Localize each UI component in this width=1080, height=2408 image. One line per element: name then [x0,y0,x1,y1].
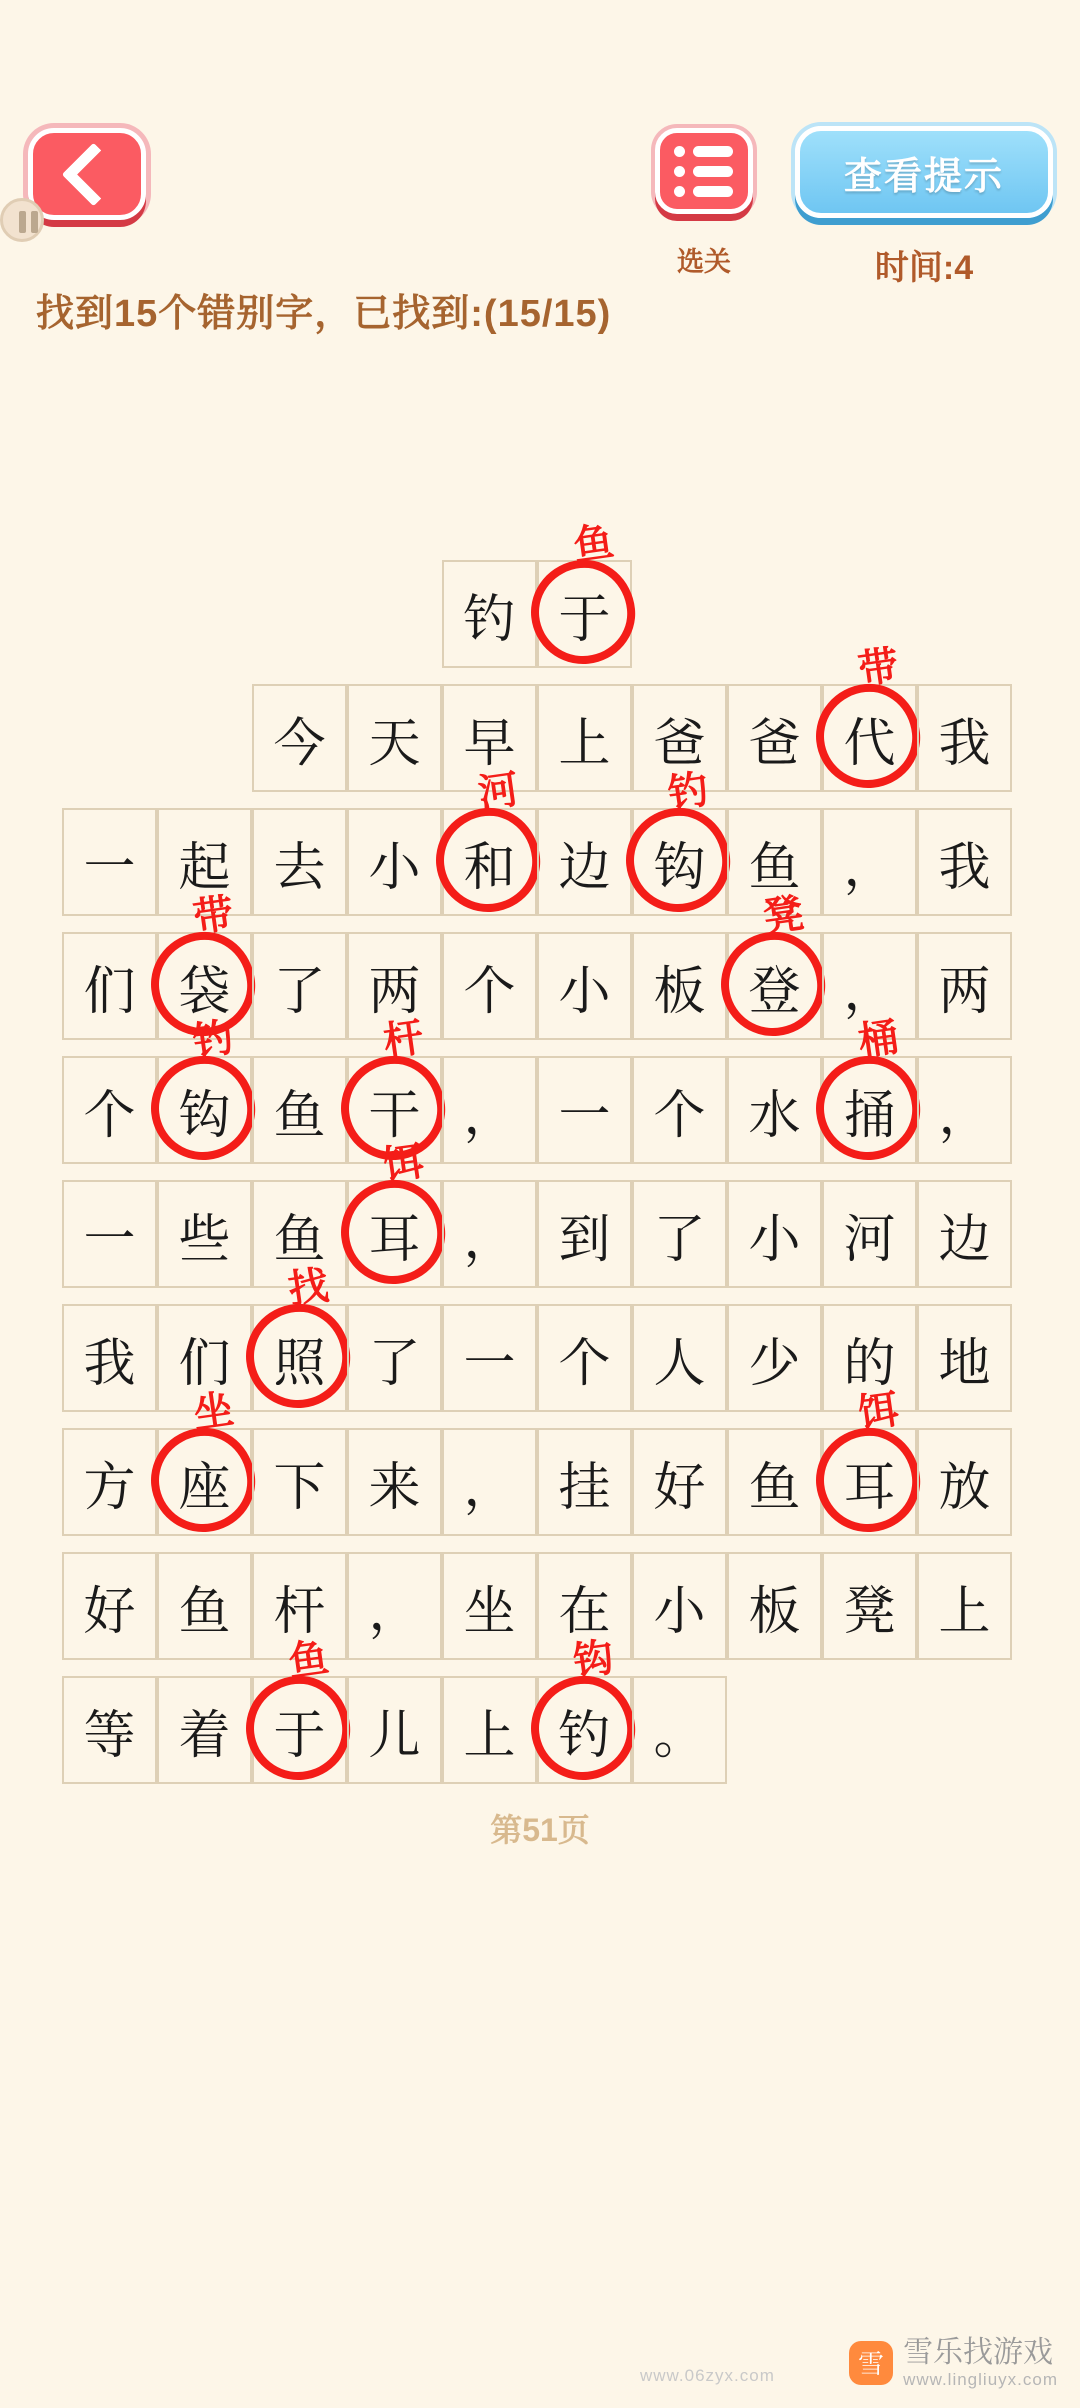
grid-cell [62,684,157,792]
grid-cell-char: 坐 [463,1581,516,1642]
chevron-left-icon [61,142,125,206]
grid-cell [917,560,1012,668]
level-select-label: 选关 [677,247,731,277]
grid-cell[interactable] [917,1056,1012,1164]
grid-cell [62,560,157,668]
character-grid [62,518,1012,1800]
grid-cell-char: ， [938,1085,991,1146]
grid-cell-char: 边 [938,1209,991,1270]
correction-annotation: 桶 [854,1014,901,1066]
menu-dot-icon [674,186,685,197]
grid-cell[interactable] [537,684,632,792]
grid-cell-char: ， [843,961,896,1022]
grid-cell[interactable] [442,1180,537,1288]
grid-cell-char: 爸 [653,713,706,774]
correction-annotation: 河 [474,766,521,818]
grid-cell-marked[interactable] [537,518,632,668]
grid-cell-marked[interactable] [822,1386,917,1536]
grid-cell[interactable] [727,1056,822,1164]
grid-row [62,1014,1012,1164]
correction-annotation: 饵 [854,1386,901,1438]
grid-cell[interactable] [917,684,1012,792]
grid-cell[interactable] [252,684,347,792]
grid-cell-char: 板 [748,1581,801,1642]
grid-cell-marked[interactable] [822,642,917,792]
grid-cell-char: 边 [558,837,611,898]
grid-cell-marked[interactable] [537,1634,632,1784]
grid-cell [632,560,727,668]
grid-cell[interactable] [62,808,157,916]
grid-cell [917,1676,1012,1784]
grid-cell[interactable] [727,684,822,792]
grid-cell-char: 一 [558,1085,611,1146]
grid-cell[interactable] [252,1428,347,1536]
grid-cell[interactable] [537,1304,632,1412]
grid-cell-char: 个 [83,1085,136,1146]
grid-cell[interactable] [442,1428,537,1536]
grid-cell-char: 小 [368,837,421,898]
menu-dot-icon [674,146,685,157]
grid-cell[interactable] [917,1552,1012,1660]
grid-cell-char: 起 [178,837,231,898]
grid-cell[interactable] [632,1676,727,1784]
grid-cell-char: 些 [178,1209,231,1270]
grid-cell-char: 代 [843,713,896,774]
grid-cell-char: 爸 [748,713,801,774]
grid-cell[interactable] [632,932,727,1040]
grid-cell-char: 等 [83,1705,136,1766]
grid-cell[interactable] [62,932,157,1040]
grid-cell-char: 放 [938,1457,991,1518]
grid-cell[interactable] [917,1428,1012,1536]
grid-cell [157,560,252,668]
back-button[interactable] [28,128,146,220]
grid-cell[interactable] [347,1676,442,1784]
correction-annotation: 钓 [189,1014,236,1066]
grid-cell[interactable] [917,932,1012,1040]
grid-cell[interactable] [252,1056,347,1164]
grid-cell-char: 和 [463,837,516,898]
grid-cell-char: ， [463,1209,516,1270]
grid-cell[interactable] [442,560,537,668]
progress-label: 找到15个错别字，已找到:(15/15) [36,293,612,335]
grid-cell[interactable] [727,1428,822,1536]
grid-cell[interactable] [442,1056,537,1164]
correction-annotation: 带 [854,642,901,694]
grid-cell-char: 去 [273,837,326,898]
grid-cell-char: 到 [558,1209,611,1270]
level-select-button[interactable] [655,128,753,214]
grid-cell-marked[interactable] [632,766,727,916]
grid-row [62,642,1012,792]
grid-cell-char: 个 [653,1085,706,1146]
menu-dot-icon [674,166,685,177]
grid-cell-char: 上 [558,713,611,774]
grid-row [62,1634,1012,1784]
grid-cell-char: 少 [748,1333,801,1394]
correction-annotation: 钩 [569,1634,616,1686]
grid-cell[interactable] [822,808,917,916]
correction-annotation: 饵 [379,1138,426,1190]
grid-cell[interactable] [62,1056,157,1164]
grid-cell [157,684,252,792]
grid-cell-char: 鱼 [273,1085,326,1146]
grid-cell-char: ， [463,1085,516,1146]
grid-cell[interactable] [157,1552,252,1660]
grid-cell-char: 天 [368,713,421,774]
correction-annotation: 钓 [664,766,711,818]
grid-cell-char: 一 [83,837,136,898]
sound-knob-icon[interactable] [0,198,44,242]
grid-cell-char: 凳 [843,1581,896,1642]
grid-cell-marked[interactable] [157,1386,252,1536]
grid-cell-char: 小 [558,961,611,1022]
grid-cell[interactable] [62,1304,157,1412]
page-number: 第51页 [490,1812,590,1848]
grid-cell-char: ， [463,1457,516,1518]
grid-cell-char: 上 [938,1581,991,1642]
grid-cell-char: 耳 [843,1457,896,1518]
grid-cell-char: 来 [368,1457,421,1518]
grid-cell[interactable] [442,1676,537,1784]
grid-cell-char: ， [368,1581,421,1642]
grid-cell [727,1676,822,1784]
grid-cell[interactable] [537,1180,632,1288]
grid-cell[interactable] [347,1552,442,1660]
correction-annotation: 凳 [759,890,806,942]
grid-cell-char: 钓 [463,589,516,650]
grid-cell-char: 登 [748,961,801,1022]
grid-cell[interactable] [442,932,537,1040]
grid-cell[interactable] [157,1676,252,1784]
grid-cell-char: 我 [83,1333,136,1394]
menu-line-1 [674,146,748,157]
grid-cell[interactable] [62,1676,157,1784]
grid-cell[interactable] [632,1056,727,1164]
grid-cell-char: 水 [748,1085,801,1146]
grid-cell[interactable] [727,1180,822,1288]
watermark-url: www.lingliuyx.com [903,2370,1058,2390]
grid-cell[interactable] [347,684,442,792]
grid-cell-char: 板 [653,961,706,1022]
menu-bar-icon [693,146,733,157]
grid-cell-char: 一 [463,1333,516,1394]
grid-cell-char: 小 [748,1209,801,1270]
grid-cell-marked[interactable] [442,766,537,916]
grid-cell[interactable] [822,1180,917,1288]
correction-annotation: 找 [284,1262,331,1314]
grid-cell-char: 下 [273,1457,326,1518]
grid-cell[interactable] [62,1180,157,1288]
grid-cell[interactable] [442,1552,537,1660]
grid-row [62,1552,1012,1660]
grid-cell-char: 地 [938,1333,991,1394]
grid-cell-char: 小 [653,1581,706,1642]
grid-cell[interactable] [442,1304,537,1412]
grid-cell-char: 好 [653,1457,706,1518]
grid-cell-char: 了 [273,961,326,1022]
grid-cell[interactable] [537,808,632,916]
grid-cell-char: 座 [178,1457,231,1518]
grid-cell[interactable] [347,1428,442,1536]
grid-cell-char: 在 [558,1581,611,1642]
watermark-text [903,2336,1058,2390]
grid-cell-char: 两 [938,961,991,1022]
grid-cell-char: 捅 [843,1085,896,1146]
grid-cell-char: 鱼 [748,1457,801,1518]
grid-cell[interactable] [727,1304,822,1412]
grid-cell [347,560,442,668]
grid-cell-char: 我 [938,713,991,774]
grid-cell-char: 儿 [368,1705,421,1766]
grid-row [62,1386,1012,1536]
grid-cell[interactable] [347,1304,442,1412]
grid-cell[interactable] [537,932,632,1040]
correction-annotation: 带 [189,890,236,942]
grid-cell-char: 们 [178,1333,231,1394]
timer-label: 时间:4 [874,249,974,287]
grid-cell-char: 鱼 [748,837,801,898]
menu-line-2 [674,166,748,177]
grid-cell-char: 的 [843,1333,896,1394]
grid-cell-char: 杆 [273,1581,326,1642]
grid-cell[interactable] [822,1552,917,1660]
grid-cell-char: 于 [273,1705,326,1766]
grid-cell-char: 人 [653,1333,706,1394]
grid-cell-char: 耳 [368,1209,421,1270]
grid-cell[interactable] [157,1180,252,1288]
grid-cell-char: 好 [83,1581,136,1642]
grid-cell-char: 鱼 [273,1209,326,1270]
grid-cell-char: 干 [368,1085,421,1146]
menu-bar-icon [693,186,733,197]
grid-cell[interactable] [537,1056,632,1164]
grid-cell-char: 着 [178,1705,231,1766]
correction-annotation: 鱼 [284,1634,331,1686]
watermark-logo-icon: 雪 [849,2341,893,2385]
grid-cell[interactable] [62,1552,157,1660]
watermark-title: 雪乐找游戏 [903,2334,1054,2370]
grid-cell-char: 早 [463,713,516,774]
grid-row [62,1138,1012,1288]
grid-cell-char: 两 [368,961,421,1022]
grid-cell[interactable] [632,1180,727,1288]
menu-line-3 [674,186,748,197]
grid-cell[interactable] [62,1428,157,1536]
grid-cell[interactable] [632,1428,727,1536]
grid-cell-char: 一 [83,1209,136,1270]
grid-cell-char: 于 [558,589,611,650]
grid-cell-marked[interactable] [252,1634,347,1784]
grid-cell-char: 我 [938,837,991,898]
correction-annotation: 鱼 [569,518,616,570]
watermark [849,2336,1058,2390]
grid-cell-marked[interactable] [157,1014,252,1164]
grid-cell[interactable] [917,1304,1012,1412]
grid-cell-char: 个 [463,961,516,1022]
grid-cell[interactable] [917,808,1012,916]
grid-cell-char: 鱼 [178,1581,231,1642]
correction-annotation: 杆 [379,1014,426,1066]
grid-cell [822,1676,917,1784]
grid-cell-marked[interactable] [727,890,822,1040]
watermark-side-url: www.06zyx.com [640,2366,775,2385]
grid-cell-char: 个 [558,1333,611,1394]
grid-cell [252,560,347,668]
grid-cell-char: 们 [83,961,136,1022]
grid-cell-char: 上 [463,1705,516,1766]
grid-cell-marked[interactable] [822,1014,917,1164]
grid-cell[interactable] [727,1552,822,1660]
grid-cell[interactable] [537,1428,632,1536]
grid-cell[interactable] [252,808,347,916]
menu-bar-icon [693,166,733,177]
grid-cell-char: 了 [368,1333,421,1394]
grid-cell-char: ， [843,837,896,898]
hint-button[interactable]: 查看提示 [795,126,1053,218]
grid-cell-char: 钩 [178,1085,231,1146]
grid-cell-char: 照 [273,1333,326,1394]
grid-cell-marked[interactable] [252,1262,347,1412]
grid-cell-marked[interactable] [347,1138,442,1288]
grid-cell[interactable] [252,932,347,1040]
grid-cell[interactable] [347,808,442,916]
grid-cell-char: 。 [653,1705,706,1766]
grid-cell [727,560,822,668]
grid-cell-char: 河 [843,1209,896,1270]
grid-cell-char: 袋 [178,961,231,1022]
grid-cell[interactable] [917,1180,1012,1288]
grid-cell-char: 挂 [558,1457,611,1518]
grid-cell-char: 钓 [558,1705,611,1766]
grid-cell-char: 方 [83,1457,136,1518]
grid-cell-char: 钩 [653,837,706,898]
grid-cell-char: 了 [653,1209,706,1270]
correction-annotation: 坐 [189,1386,236,1438]
grid-cell[interactable] [632,1552,727,1660]
grid-cell[interactable] [632,1304,727,1412]
grid-cell-char: 今 [273,713,326,774]
